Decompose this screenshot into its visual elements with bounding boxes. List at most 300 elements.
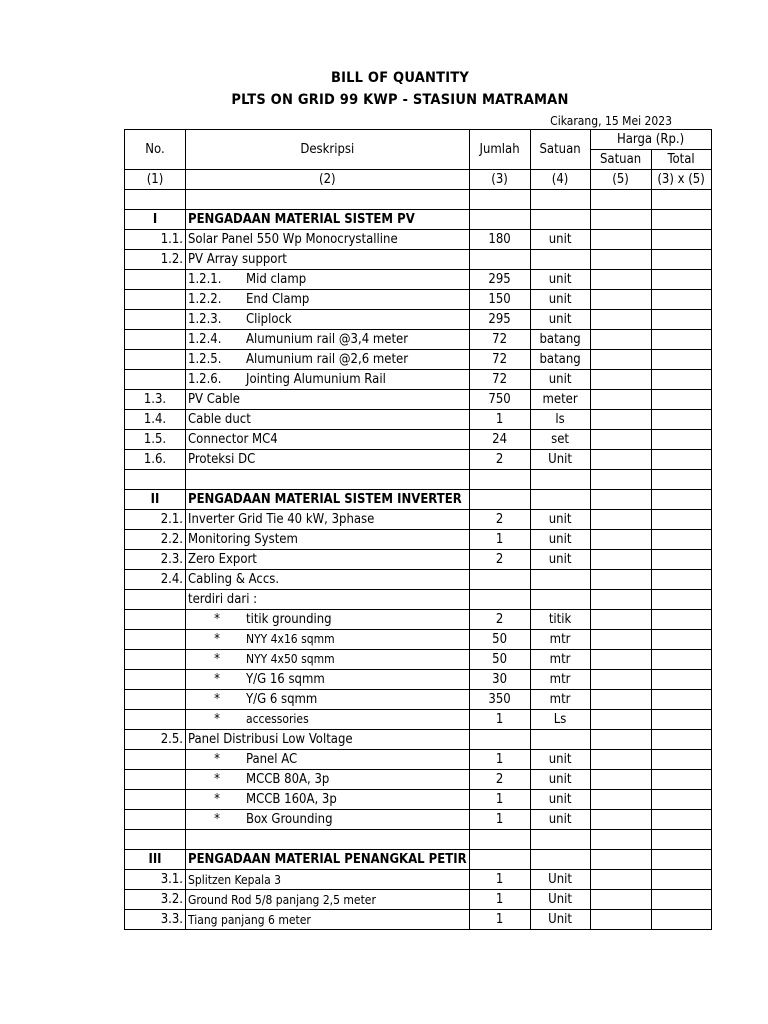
- header-index-3: (3): [469, 170, 530, 190]
- sub-item-code: 1.2.6.: [188, 371, 222, 387]
- table-row: [125, 270, 712, 290]
- item-unit: unit: [530, 310, 590, 330]
- table-row: [125, 310, 712, 330]
- qty-cell: [469, 850, 530, 870]
- sub-item-code: 1.2.4.: [188, 331, 222, 347]
- item-unit: Ls: [530, 710, 590, 730]
- price-total-cell: [651, 250, 711, 270]
- header-index-4: (4): [530, 170, 590, 190]
- bullet-item-label: Box Grounding: [246, 811, 333, 827]
- price-unit-cell: [590, 450, 651, 470]
- price-unit-cell: [590, 690, 651, 710]
- sub-item-label: Mid clamp: [246, 271, 307, 287]
- no-cell: [125, 670, 186, 690]
- item-quantity: 30: [469, 670, 530, 690]
- item-description: Inverter Grid Tie 40 kW, 3phase: [186, 510, 470, 530]
- price-total-cell: [651, 670, 711, 690]
- header-harga-total: Total: [651, 150, 711, 170]
- table-row: [125, 590, 712, 610]
- no-cell: [125, 370, 186, 390]
- item-unit: [530, 590, 590, 610]
- item-number: 2.2.: [125, 530, 186, 550]
- price-unit-cell: [590, 670, 651, 690]
- item-unit: unit: [530, 290, 590, 310]
- item-number: [125, 590, 186, 610]
- qty-cell: [469, 830, 530, 850]
- section-title: PENGADAAN MATERIAL SISTEM INVERTER: [186, 490, 470, 510]
- header-harga: Harga (Rp.): [590, 130, 711, 150]
- price-total-cell: [651, 570, 711, 590]
- price-total-cell: [651, 190, 711, 210]
- item-unit: unit: [530, 230, 590, 250]
- price-unit-cell: [590, 470, 651, 490]
- no-cell: [125, 790, 186, 810]
- table-row: [125, 290, 712, 310]
- table-row: [125, 230, 712, 250]
- item-quantity: 295: [469, 270, 530, 290]
- price-total-cell: [651, 330, 711, 350]
- item-description: Monitoring System: [186, 530, 470, 550]
- no-cell: [125, 810, 186, 830]
- price-total-cell: [651, 650, 711, 670]
- price-unit-cell: [590, 790, 651, 810]
- item-quantity: 1: [469, 750, 530, 770]
- sub-item-description: [186, 270, 470, 290]
- table-row: [125, 750, 712, 770]
- price-unit-cell: [590, 850, 651, 870]
- no-cell: [125, 310, 186, 330]
- price-unit-cell: [590, 550, 651, 570]
- table-row: [125, 350, 712, 370]
- item-quantity: [469, 590, 530, 610]
- price-total-cell: [651, 370, 711, 390]
- sub-item-description: [186, 310, 470, 330]
- item-quantity: [469, 250, 530, 270]
- item-number: 2.5.: [125, 730, 186, 750]
- asterisk-icon: *: [214, 712, 220, 727]
- item-quantity: 750: [469, 390, 530, 410]
- unit-cell: [530, 490, 590, 510]
- item-description: Connector MC4: [186, 430, 470, 450]
- table-row: [125, 490, 712, 510]
- price-unit-cell: [590, 250, 651, 270]
- section-number: II: [125, 490, 186, 510]
- item-quantity: 1: [469, 530, 530, 550]
- price-unit-cell: [590, 490, 651, 510]
- item-unit: Unit: [530, 870, 590, 890]
- unit-cell: [530, 850, 590, 870]
- bullet-item-label: NYY 4x50 sqmm: [246, 652, 335, 666]
- item-quantity: 2: [469, 550, 530, 570]
- header-jumlah: Jumlah: [469, 130, 530, 170]
- sub-item-description: [186, 330, 470, 350]
- price-total-cell: [651, 450, 711, 470]
- sub-item-label: End Clamp: [246, 291, 310, 307]
- table-row: [125, 670, 712, 690]
- item-number: 1.4.: [125, 410, 186, 430]
- item-unit: unit: [530, 370, 590, 390]
- price-unit-cell: [590, 630, 651, 650]
- price-unit-cell: [590, 410, 651, 430]
- price-total-cell: [651, 910, 711, 930]
- no-cell: [125, 770, 186, 790]
- price-total-cell: [651, 730, 711, 750]
- item-unit: unit: [530, 550, 590, 570]
- item-unit: titik: [530, 610, 590, 630]
- bullet-item-description: [186, 690, 470, 710]
- item-quantity: 24: [469, 430, 530, 450]
- desc-cell: [186, 470, 470, 490]
- table-row: [125, 330, 712, 350]
- price-unit-cell: [590, 330, 651, 350]
- table-row: [125, 850, 712, 870]
- item-description: PV Cable: [186, 390, 470, 410]
- item-quantity: 50: [469, 630, 530, 650]
- table-row: [125, 710, 712, 730]
- price-unit-cell: [590, 810, 651, 830]
- item-unit: unit: [530, 810, 590, 830]
- price-total-cell: [651, 410, 711, 430]
- item-description: Cabling & Accs.: [186, 570, 470, 590]
- asterisk-icon: *: [214, 611, 220, 627]
- item-unit: ls: [530, 410, 590, 430]
- sub-item-description: [186, 350, 470, 370]
- boq-table: [124, 129, 712, 930]
- price-unit-cell: [590, 530, 651, 550]
- table-row: [125, 870, 712, 890]
- price-total-cell: [651, 310, 711, 330]
- unit-cell: [530, 190, 590, 210]
- table-row: [125, 830, 712, 850]
- header-satuan: Satuan: [530, 130, 590, 170]
- sub-item-code: 1.2.5.: [188, 351, 222, 367]
- item-unit: batang: [530, 350, 590, 370]
- item-quantity: 150: [469, 290, 530, 310]
- price-unit-cell: [590, 730, 651, 750]
- bullet-item-label: MCCB 160A, 3p: [246, 791, 337, 807]
- bullet-item-description: [186, 610, 470, 630]
- table-row: [125, 650, 712, 670]
- item-unit: [530, 730, 590, 750]
- table-row: [125, 390, 712, 410]
- price-total-cell: [651, 390, 711, 410]
- item-unit: mtr: [530, 670, 590, 690]
- no-cell: [125, 750, 186, 770]
- item-description: terdiri dari :: [186, 590, 470, 610]
- bullet-item-label: titik grounding: [246, 611, 332, 627]
- item-unit: unit: [530, 270, 590, 290]
- no-cell: [125, 270, 186, 290]
- no-cell: [125, 290, 186, 310]
- item-quantity: 295: [469, 310, 530, 330]
- item-quantity: 1: [469, 790, 530, 810]
- bullet-item-label: accessories: [246, 712, 309, 726]
- price-total-cell: [651, 430, 711, 450]
- price-total-cell: [651, 850, 711, 870]
- header-deskripsi: Deskripsi: [186, 130, 470, 170]
- bullet-item-description: [186, 770, 470, 790]
- price-total-cell: [651, 230, 711, 250]
- item-quantity: 1: [469, 710, 530, 730]
- header-harga-satuan: Satuan: [590, 150, 651, 170]
- asterisk-icon: *: [214, 771, 220, 787]
- item-quantity: 180: [469, 230, 530, 250]
- item-quantity: [469, 730, 530, 750]
- item-quantity: 2: [469, 770, 530, 790]
- price-unit-cell: [590, 390, 651, 410]
- price-total-cell: [651, 770, 711, 790]
- table-row: [125, 550, 712, 570]
- item-quantity: 1: [469, 870, 530, 890]
- item-unit: unit: [530, 510, 590, 530]
- item-quantity: [469, 570, 530, 590]
- no-cell: [125, 470, 186, 490]
- item-unit: unit: [530, 770, 590, 790]
- table-row: [125, 210, 712, 230]
- price-total-cell: [651, 490, 711, 510]
- no-cell: [125, 650, 186, 670]
- price-total-cell: [651, 750, 711, 770]
- section-title: PENGADAAN MATERIAL PENANGKAL PETIR: [186, 850, 470, 870]
- table-row: [125, 250, 712, 270]
- bullet-item-description: [186, 710, 470, 730]
- price-total-cell: [651, 690, 711, 710]
- unit-cell: [530, 210, 590, 230]
- item-unit: Unit: [530, 890, 590, 910]
- item-quantity: 2: [469, 510, 530, 530]
- sub-item-label: Jointing Alumunium Rail: [246, 371, 386, 387]
- table-row: [125, 570, 712, 590]
- table-row: [125, 810, 712, 830]
- table-row: [125, 190, 712, 210]
- price-total-cell: [651, 470, 711, 490]
- price-unit-cell: [590, 590, 651, 610]
- price-unit-cell: [590, 650, 651, 670]
- item-description: Splitzen Kepala 3: [186, 870, 470, 890]
- item-unit: unit: [530, 750, 590, 770]
- bullet-item-description: [186, 650, 470, 670]
- price-unit-cell: [590, 910, 651, 930]
- table-row: [125, 890, 712, 910]
- price-unit-cell: [590, 370, 651, 390]
- bullet-item-description: [186, 670, 470, 690]
- price-total-cell: [651, 530, 711, 550]
- item-number: 3.1.: [125, 870, 186, 890]
- price-unit-cell: [590, 870, 651, 890]
- price-total-cell: [651, 630, 711, 650]
- item-unit: unit: [530, 790, 590, 810]
- price-total-cell: [651, 590, 711, 610]
- bullet-item-label: Panel AC: [246, 751, 298, 767]
- table-row: [125, 610, 712, 630]
- item-number: 1.6.: [125, 450, 186, 470]
- unit-cell: [530, 470, 590, 490]
- sub-item-label: Cliplock: [246, 311, 292, 327]
- price-unit-cell: [590, 750, 651, 770]
- sub-item-code: 1.2.1.: [188, 271, 222, 287]
- table-row: [125, 690, 712, 710]
- item-number: 2.4.: [125, 570, 186, 590]
- item-description: Tiang panjang 6 meter: [186, 910, 470, 930]
- no-cell: [125, 630, 186, 650]
- desc-cell: [186, 830, 470, 850]
- item-quantity: 1: [469, 410, 530, 430]
- item-unit: [530, 250, 590, 270]
- bullet-item-label: Y/G 16 sqmm: [246, 671, 325, 687]
- bullet-item-description: [186, 630, 470, 650]
- asterisk-icon: *: [214, 671, 220, 687]
- bullet-item-label: Y/G 6 sqmm: [246, 691, 318, 707]
- document-title: BILL OF QUANTITY: [330, 70, 470, 86]
- price-total-cell: [651, 830, 711, 850]
- item-number: 1.5.: [125, 430, 186, 450]
- price-total-cell: [651, 210, 711, 230]
- section-number: III: [125, 850, 186, 870]
- price-unit-cell: [590, 230, 651, 250]
- document-subtitle: PLTS ON GRID 99 KWP - STASIUN MATRAMAN: [231, 92, 569, 108]
- table-row: [125, 790, 712, 810]
- item-number: 2.1.: [125, 510, 186, 530]
- price-unit-cell: [590, 430, 651, 450]
- item-description: PV Array support: [186, 250, 470, 270]
- price-total-cell: [651, 610, 711, 630]
- item-quantity: 350: [469, 690, 530, 710]
- price-unit-cell: [590, 610, 651, 630]
- price-total-cell: [651, 890, 711, 910]
- section-number: I: [125, 210, 186, 230]
- table-row: [125, 530, 712, 550]
- item-unit: meter: [530, 390, 590, 410]
- no-cell: [125, 190, 186, 210]
- sub-item-description: [186, 290, 470, 310]
- no-cell: [125, 330, 186, 350]
- item-number: 1.1.: [125, 230, 186, 250]
- sub-item-code: 1.2.3.: [188, 311, 222, 327]
- bullet-item-description: [186, 750, 470, 770]
- price-unit-cell: [590, 210, 651, 230]
- price-unit-cell: [590, 710, 651, 730]
- qty-cell: [469, 470, 530, 490]
- table-row: [125, 910, 712, 930]
- price-unit-cell: [590, 310, 651, 330]
- sub-item-label: Alumunium rail @2,6 meter: [246, 351, 409, 367]
- no-cell: [125, 710, 186, 730]
- price-total-cell: [651, 290, 711, 310]
- place-date: Cikarang, 15 Mei 2023: [550, 114, 672, 128]
- price-unit-cell: [590, 510, 651, 530]
- table-row: [125, 410, 712, 430]
- item-quantity: 1: [469, 890, 530, 910]
- item-unit: Unit: [530, 450, 590, 470]
- qty-cell: [469, 210, 530, 230]
- table-row: [125, 470, 712, 490]
- item-description: Panel Distribusi Low Voltage: [186, 730, 470, 750]
- table-row: [125, 770, 712, 790]
- bullet-item-description: [186, 790, 470, 810]
- sub-item-label: Alumunium rail @3,4 meter: [246, 331, 409, 347]
- item-quantity: 1: [469, 810, 530, 830]
- no-cell: [125, 690, 186, 710]
- item-description: Proteksi DC: [186, 450, 470, 470]
- item-unit: Unit: [530, 910, 590, 930]
- item-description: Cable duct: [186, 410, 470, 430]
- asterisk-icon: *: [214, 751, 220, 767]
- item-unit: batang: [530, 330, 590, 350]
- asterisk-icon: *: [214, 632, 220, 647]
- price-unit-cell: [590, 270, 651, 290]
- bullet-item-label: MCCB 80A, 3p: [246, 771, 330, 787]
- item-quantity: 72: [469, 350, 530, 370]
- table-row: [125, 430, 712, 450]
- section-title: PENGADAAN MATERIAL SISTEM PV: [186, 210, 470, 230]
- no-cell: [125, 610, 186, 630]
- item-quantity: 72: [469, 370, 530, 390]
- price-unit-cell: [590, 190, 651, 210]
- price-total-cell: [651, 270, 711, 290]
- price-total-cell: [651, 710, 711, 730]
- header-no: No.: [125, 130, 186, 170]
- table-row: [125, 370, 712, 390]
- price-total-cell: [651, 510, 711, 530]
- item-unit: set: [530, 430, 590, 450]
- table-row: [125, 450, 712, 470]
- price-unit-cell: [590, 350, 651, 370]
- header-index-6: (3) x (5): [651, 170, 711, 190]
- header-index-5: (5): [590, 170, 651, 190]
- item-unit: unit: [530, 530, 590, 550]
- table-row: [125, 630, 712, 650]
- asterisk-icon: *: [214, 652, 220, 667]
- item-unit: mtr: [530, 630, 590, 650]
- price-unit-cell: [590, 290, 651, 310]
- item-unit: mtr: [530, 650, 590, 670]
- item-description: Solar Panel 550 Wp Monocrystalline: [186, 230, 470, 250]
- price-total-cell: [651, 870, 711, 890]
- price-unit-cell: [590, 770, 651, 790]
- table-row: [125, 730, 712, 750]
- price-total-cell: [651, 810, 711, 830]
- price-unit-cell: [590, 830, 651, 850]
- no-cell: [125, 350, 186, 370]
- item-description: Ground Rod 5/8 panjang 2,5 meter: [186, 890, 470, 910]
- desc-cell: [186, 190, 470, 210]
- price-total-cell: [651, 790, 711, 810]
- item-quantity: 1: [469, 910, 530, 930]
- item-quantity: 2: [469, 450, 530, 470]
- price-unit-cell: [590, 890, 651, 910]
- item-quantity: 2: [469, 610, 530, 630]
- asterisk-icon: *: [214, 691, 220, 707]
- item-number: 3.3.: [125, 910, 186, 930]
- price-total-cell: [651, 550, 711, 570]
- item-number: 1.2.: [125, 250, 186, 270]
- item-quantity: 50: [469, 650, 530, 670]
- table-row: [125, 510, 712, 530]
- item-number: 3.2.: [125, 890, 186, 910]
- header-index-1: (1): [125, 170, 186, 190]
- no-cell: [125, 830, 186, 850]
- header-index-2: (2): [186, 170, 470, 190]
- bullet-item-label: NYY 4x16 sqmm: [246, 632, 335, 646]
- unit-cell: [530, 830, 590, 850]
- asterisk-icon: *: [214, 811, 220, 827]
- bullet-item-description: [186, 810, 470, 830]
- price-total-cell: [651, 350, 711, 370]
- qty-cell: [469, 190, 530, 210]
- item-number: 2.3.: [125, 550, 186, 570]
- price-unit-cell: [590, 570, 651, 590]
- item-quantity: 72: [469, 330, 530, 350]
